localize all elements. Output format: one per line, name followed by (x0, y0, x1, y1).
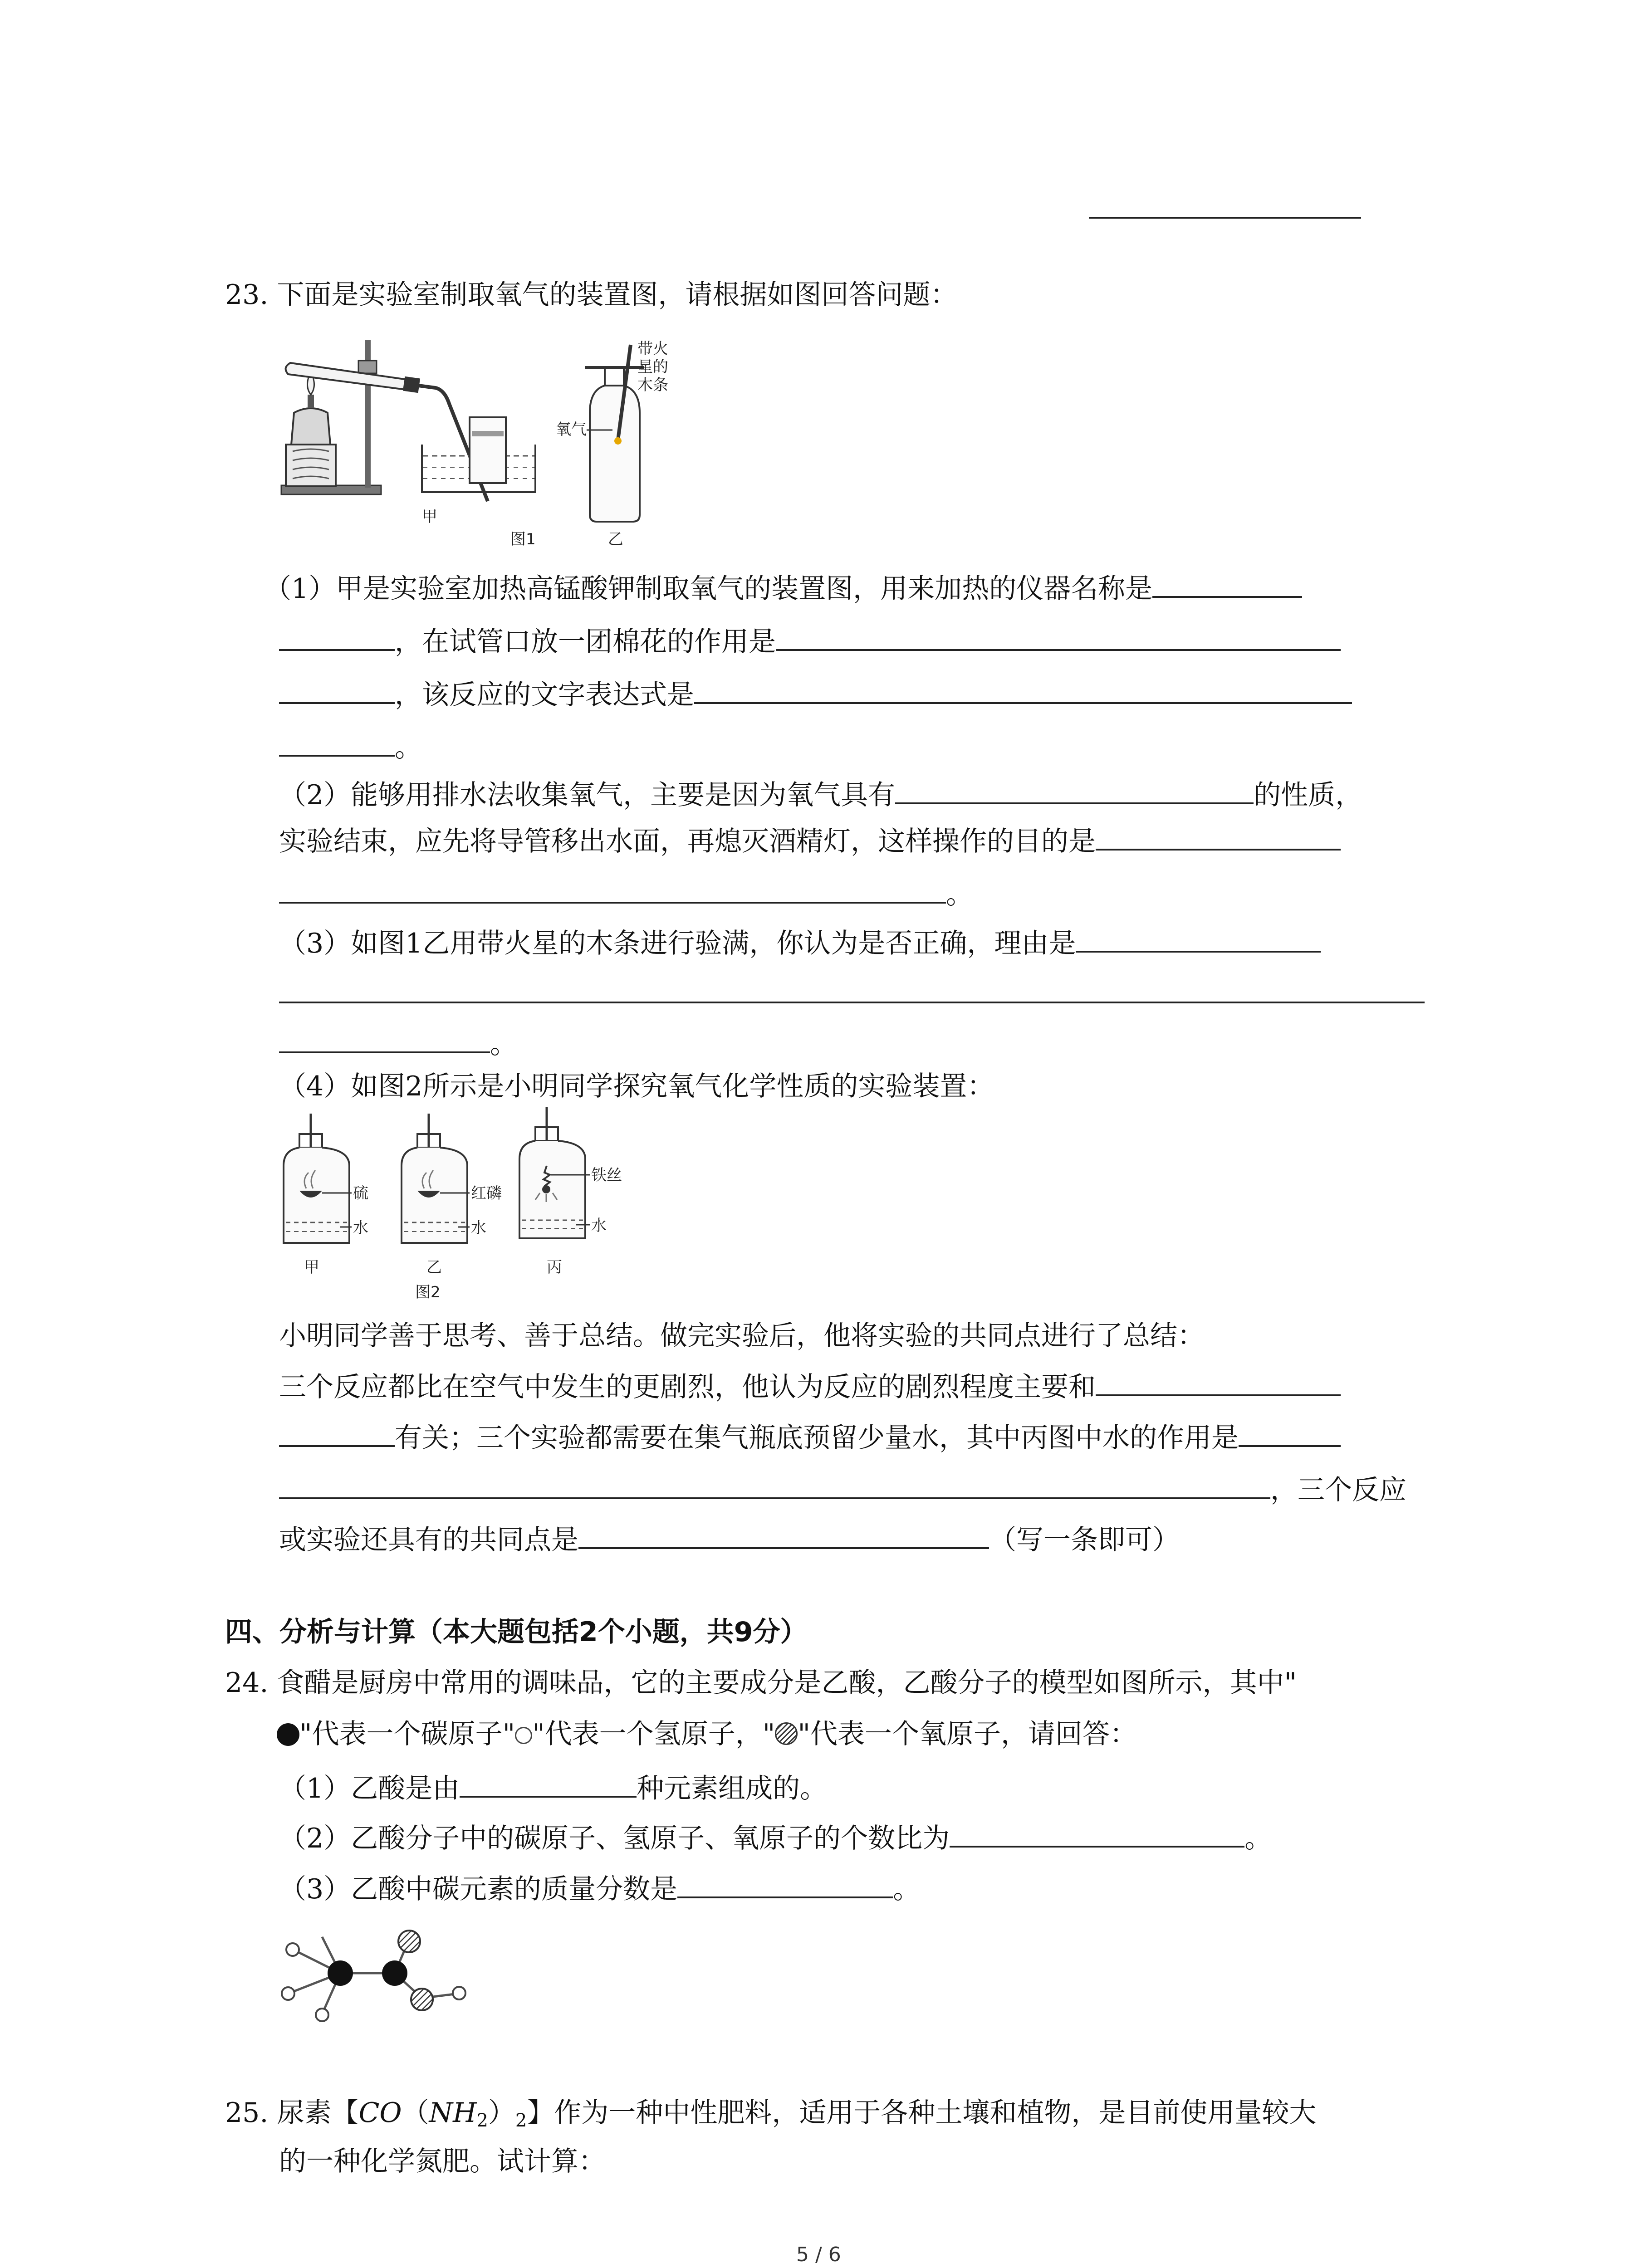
fig2-label-sulfur: 硫 (353, 1184, 368, 1202)
oxygen-atom-icon (775, 1722, 798, 1745)
q23-part2-text-a: （2）能够用排水法收集氧气，主要是因为氧气具有 (279, 779, 896, 811)
q24-stem-text-b3: "代表一个氧原子，请回答： (798, 1718, 1137, 1750)
jar-iron-wire (519, 1107, 590, 1238)
collecting-bottle (470, 417, 506, 483)
figure-1-oxygen-apparatus (272, 336, 753, 572)
q23-summary-text-e: （写一条即可） (989, 1524, 1180, 1556)
q23-part3-end: 。 (490, 1028, 517, 1060)
q25-stem-text-a: 25. 尿素【 (225, 2097, 359, 2129)
q23-part2-end: 。 (946, 879, 973, 910)
q23-part1-line2 (279, 624, 1341, 658)
oxygen-atom-1 (398, 1931, 420, 1952)
q23-summary-line4 (279, 1472, 1406, 1504)
answer-blank-elements[interactable] (460, 1770, 637, 1798)
q23-part3-line2 (279, 976, 1425, 1008)
q24-part2-text-a: （2）乙酸分子中的碳原子、氢原子、氧原子的个数比为 (279, 1823, 950, 1854)
answer-blank-reason-cont2[interactable] (279, 1026, 490, 1053)
answer-blank-ratio[interactable] (950, 1820, 1244, 1848)
q23-summary-line5 (279, 1522, 1180, 1554)
test-tube (286, 363, 417, 391)
q24-part1-text-a: （1）乙酸是由 (279, 1773, 460, 1804)
fig2-label-jia: 甲 (304, 1258, 319, 1276)
q23-part2-text-c: 实验结束，应先将导管移出水面，再熄灭酒精灯，这样操作的目的是 (279, 826, 1096, 857)
q23-part3-line1 (279, 925, 1321, 957)
q23-part1-line4 (279, 729, 422, 761)
fig2-label-water-3: 水 (591, 1217, 607, 1235)
q24-part3-text-b: 。 (893, 1873, 921, 1905)
urea-formula-rparen: ） (488, 2097, 515, 2129)
q23-summary-text-a: 三个反应都比在空气中发生的更剧烈，他认为反应的剧烈程度主要和 (279, 1371, 1096, 1403)
fig1-label-jia: 甲 (422, 508, 437, 526)
q24-part1-text-b: 种元素组成的。 (637, 1773, 828, 1804)
fig1-label-stick-3: 木条 (637, 376, 668, 394)
answer-blank-purpose-cont[interactable] (279, 876, 946, 904)
hydrogen-atom-1 (286, 1943, 299, 1956)
hydrogen-atom-icon (515, 1727, 532, 1744)
q25-stem-line2 (279, 2148, 606, 2175)
q24-part3-text-a: （3）乙酸中碳元素的质量分数是 (279, 1873, 678, 1905)
answer-blank-purpose[interactable] (1096, 823, 1341, 850)
jar-sulfur (284, 1114, 352, 1243)
answer-blank-common[interactable] (578, 1522, 989, 1549)
q25-stem-text-b: 】作为一种中性肥料，适用于各种土壤和植物，是目前使用量较大 (527, 2097, 1317, 2129)
answer-blank-intensity-cont[interactable] (279, 1420, 395, 1447)
page-number: 5 / 6 (796, 2243, 841, 2266)
answer-blank-cotton-cont[interactable] (279, 677, 395, 704)
q23-summary-line2 (279, 1369, 1341, 1401)
q23-part2-line2 (279, 823, 1341, 855)
answer-blank-mass-fraction[interactable] (677, 1871, 893, 1898)
q23-part1-text-a: （1）甲是实验室加热高锰酸钾制取氧气的装置图，用来加热的仪器名称是 (264, 573, 1153, 605)
q24-part2-text-b: 。 (1244, 1823, 1272, 1854)
carbon-atom-2 (382, 1960, 407, 1986)
q23-part1-text-c: ，该反应的文字表达式是 (395, 679, 694, 711)
carbon-atom-1 (328, 1960, 353, 1986)
urea-formula-nh: NH (429, 2097, 477, 2129)
acetic-acid-molecule-model (272, 1928, 481, 2032)
q23-part1-line3 (279, 677, 1352, 709)
q23-summary-text-b: 有关；三个实验都需要在集气瓶底预留少量水，其中丙图中水的作用是 (395, 1422, 1239, 1454)
q23-summary-text-d: 或实验还具有的共同点是 (279, 1524, 578, 1556)
q24-stem-line1 (225, 1667, 1297, 1699)
jar-red-phosphorus (402, 1114, 470, 1243)
fig2-label-water-1: 水 (353, 1219, 368, 1237)
q23-part1-line1 (264, 571, 1302, 605)
alcohol-lamp (291, 408, 330, 445)
oxygen-atom-2 (411, 1989, 433, 2010)
q24-part1 (279, 1770, 827, 1802)
answer-line-top (1089, 217, 1361, 219)
q24-part3 (279, 1871, 920, 1903)
answer-blank-water-role[interactable] (1239, 1420, 1341, 1447)
gas-jar (590, 386, 640, 522)
q23-part2-text-b: 的性质， (1254, 779, 1363, 811)
q23-part3-line3 (279, 1026, 517, 1058)
section-4-title: 四、分析与计算（本大题包括2个小题，共9分） (225, 1616, 808, 1648)
q25-stem-text-c: 的一种化学氮肥。试计算： (279, 2146, 606, 2177)
hydrogen-atom-3 (316, 2009, 328, 2021)
answer-blank-reason-cont[interactable] (279, 976, 1425, 1003)
q25-stem-line1 (225, 2099, 1316, 2134)
fig2-caption: 图2 (415, 1283, 441, 1301)
q23-part4-line1 (279, 1070, 994, 1102)
fig2-label-iron: 铁丝 (591, 1166, 622, 1184)
carbon-atom-icon (277, 1723, 299, 1746)
fig1-label-stick-2: 星的 (637, 358, 668, 376)
q24-stem-text-a: 24. 食醋是厨房中常用的调味品，它的主要成分是乙酸，乙酸分子的模型如图所示，其中" (225, 1667, 1297, 1699)
q23-summary-line1 (279, 1320, 1205, 1352)
fig1-label-yi: 乙 (608, 530, 623, 548)
answer-blank-intensity[interactable] (1096, 1369, 1341, 1396)
hydrogen-atom-2 (282, 1987, 294, 2000)
q23-part2-line1 (279, 777, 1362, 809)
q23-part4-text-a: （4）如图2所示是小明同学探究氧气化学性质的实验装置： (279, 1070, 994, 1102)
q24-stem-text-b2: "代表一个氢原子，" (532, 1718, 775, 1750)
urea-formula-sub-2b: 2 (515, 2110, 527, 2131)
fig2-label-redp: 红磷 (471, 1184, 502, 1202)
answer-blank-heater[interactable] (1152, 571, 1302, 598)
q23-part2-line3 (279, 876, 973, 908)
q23-part1-end: 。 (395, 732, 422, 763)
answer-blank-property[interactable] (895, 777, 1254, 804)
answer-blank-water-role-cont[interactable] (279, 1472, 1270, 1499)
urea-formula-lparen: （ (402, 2097, 429, 2129)
hydrogen-atom-4 (453, 1987, 465, 1999)
fig2-label-bing: 丙 (547, 1258, 562, 1276)
fig2-label-water-2: 水 (471, 1219, 486, 1237)
fig1-label-oxygen: 氧气 (556, 420, 587, 439)
urea-formula-sub-2a: 2 (476, 2110, 488, 2131)
answer-blank-equation-cont[interactable] (279, 729, 395, 757)
q24-part2 (279, 1820, 1272, 1852)
fig2-label-yi: 乙 (426, 1258, 442, 1276)
q23-summary-text: 小明同学善于思考、善于总结。做完实验后，他将实验的共同点进行了总结： (279, 1320, 1205, 1352)
q23-stem: 23. 下面是实验室制取氧气的装置图，请根据如图回答问题： (225, 279, 958, 311)
figure-2-combustion-experiments (272, 1107, 681, 1315)
fig1-caption: 图1 (510, 530, 536, 548)
answer-blank-cotton[interactable] (776, 624, 1341, 651)
q23-summary-text-c: ，三个反应 (1270, 1474, 1406, 1506)
q24-stem-line2 (277, 1718, 1137, 1750)
answer-blank-equation[interactable] (694, 677, 1352, 704)
urea-formula-co: CO (358, 2097, 402, 2129)
q23-part3-text-a: （3）如图1乙用带火星的木条进行验满，你认为是否正确，理由是 (279, 928, 1076, 959)
q23-summary-line3 (279, 1420, 1341, 1452)
q24-stem-text-b1: "代表一个碳原子" (299, 1718, 515, 1750)
q23-part1-text-b: ，在试管口放一团棉花的作用是 (395, 626, 776, 658)
answer-blank-reason[interactable] (1076, 925, 1321, 953)
answer-blank-heater-cont[interactable] (279, 624, 395, 651)
fig1-label-stick-1: 带火 (637, 340, 668, 358)
